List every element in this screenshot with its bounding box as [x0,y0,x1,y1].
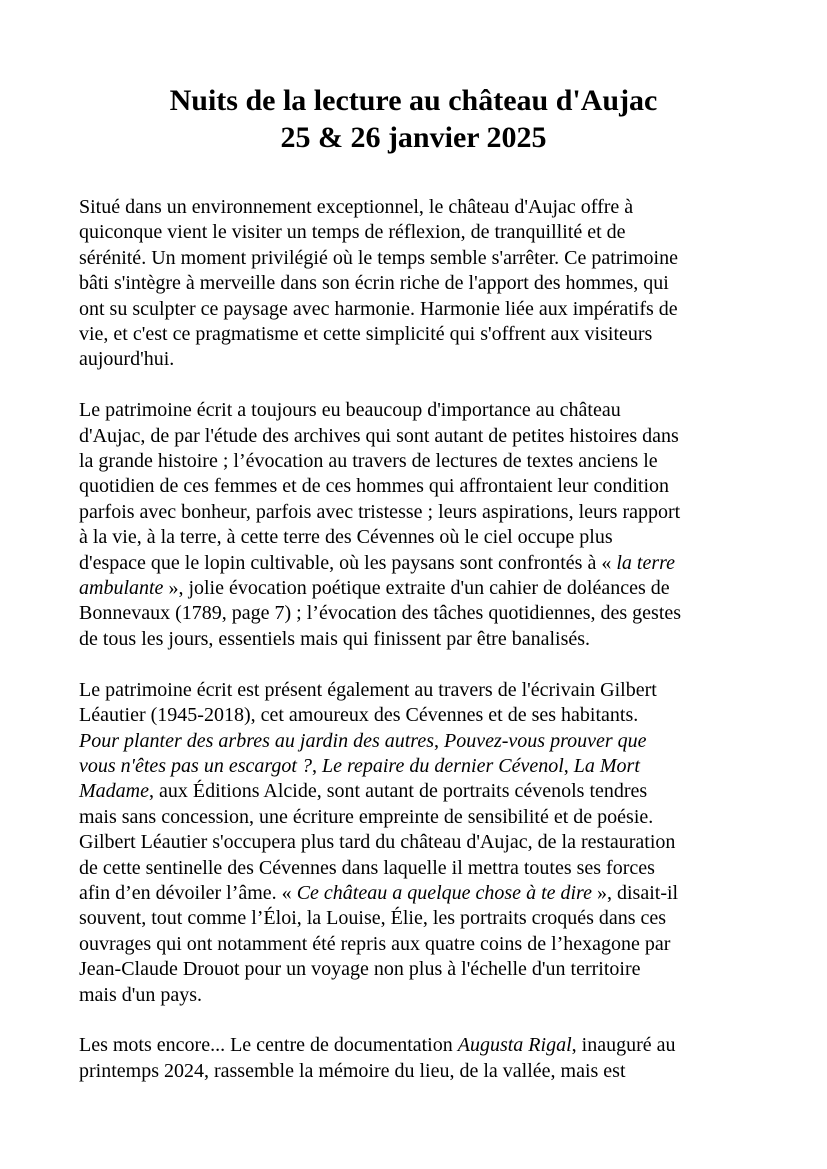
title-line-dates: 25 & 26 janvier 2025 [280,121,547,154]
text-segment: à la vie, à la terre, à cette terre des Cévennes où le ciel occupe plus [79,526,613,549]
text-segment: Le patrimoine écrit a toujours eu beaucoup d'importance au château [79,399,621,422]
italic-title-text: ambulante [79,577,164,600]
text-segment: , [311,754,322,777]
text-line [79,271,759,296]
italic-title-text: Pour planter des arbres au jardin des autres [79,729,434,752]
text-segment: Gilbert Léautier s'occupera plus tard du château d'Aujac, de la restauration [79,831,676,854]
text-segment: », disait-il [591,881,679,904]
italic-title-text: Ce château a quelque chose à te dire [296,881,592,904]
paragraph-1 [79,195,759,373]
text-line [79,678,759,703]
text-segment: Bonnevaux (1789, page 7) ; l’évocation des tâches quotidiennes, des gestes [79,602,682,625]
text-segment: mais d'un pays. [79,983,203,1006]
text-segment: Jean-Claude Drouot pour un voyage non plus à l'échelle d'un territoire [79,958,641,981]
text-line [79,601,759,626]
text-line [79,424,759,449]
document-body [79,195,759,1110]
text-segment: Le patrimoine écrit est présent également au travers de l'écrivain Gilbert [79,678,657,701]
text-segment: quotidien de ces femmes et de ces hommes qui affrontaient leur condition [79,475,670,498]
text-segment: printemps 2024, rassemble la mémoire du lieu, de la vallée, mais est [79,1059,626,1082]
text-line [79,627,759,652]
text-line [79,246,759,271]
text-segment: bâti s'intègre à merveille dans son écrin riche de l'apport des hommes, qui [79,272,669,295]
document-title [0,82,827,156]
text-segment: afin d’en dévoiler l’âme. « [79,881,297,904]
text-segment: Léautier (1945-2018), cet amoureux des Cévennes et de ses habitants. [79,704,639,727]
text-line [79,474,759,499]
italic-title-text: Madame [79,780,149,803]
text-segment: , inauguré au [571,1034,676,1057]
text-line [79,703,759,728]
text-line [79,347,759,372]
italic-title-text: La Mort [573,754,640,777]
text-segment: souvent, tout comme l’Éloi, la Louise, Élie, les portraits croqués dans ces [79,907,667,930]
paragraph-3 [79,678,759,1008]
text-segment: vie, et c'est ce pragmatisme et cette simplicité qui s'offrent aux visiteurs [79,323,653,346]
text-line [79,195,759,220]
text-segment: , [563,754,574,777]
text-segment: ont su sculpter ce paysage avec harmonie. Harmonie liée aux impératifs de [79,297,678,320]
text-segment: parfois avec bonheur, parfois avec tristesse ; leurs aspirations, leurs rapport [79,500,681,523]
text-segment: », jolie évocation poétique extraite d'un cahier de doléances de [163,577,670,600]
text-segment: de tous les jours, essentiels mais qui finissent par être banalisés. [79,627,591,650]
text-line [79,779,759,804]
text-segment: d'espace que le lopin cultivable, où les paysans sont confrontés à « [79,551,617,574]
text-segment: quiconque vient le visiter un temps de réflexion, de tranquillité et de [79,221,626,244]
paragraph-2 [79,398,759,652]
text-line [79,297,759,322]
text-segment: mais sans concession, une écriture empreinte de sensibilité et de poésie. [79,805,654,828]
text-line [79,576,759,601]
text-segment: , aux Éditions Alcide, sont autant de portraits cévenols tendres [148,780,648,803]
text-line [79,805,759,830]
text-line [79,1059,759,1084]
italic-title-text: Pouvez-vous prouver que [444,729,647,752]
text-line [79,322,759,347]
italic-title-text: Le repaire du dernier Cévenol [321,754,564,777]
title-line-event: Nuits de la lecture au château d'Aujac [169,84,658,117]
text-segment: , [434,729,444,752]
text-segment: Situé dans un environnement exceptionnel, le château d'Aujac offre à [79,196,634,218]
paragraph-4 [79,1033,759,1084]
text-line [79,220,759,245]
text-segment: de cette sentinelle des Cévennes dans laquelle il mettra toutes ses forces [79,856,655,879]
text-line [79,906,759,931]
text-segment: Les mots encore... Le centre de documentation [79,1034,458,1057]
text-segment: la grande histoire ; l’évocation au travers de lectures de textes anciens le [79,450,658,473]
text-line [79,881,759,906]
text-line [79,1033,759,1058]
text-segment: ouvrages qui ont notamment été repris aux quatre coins de l’hexagone par [79,932,671,955]
italic-title-text: vous n'êtes pas un escargot ? [79,754,312,777]
text-line [79,525,759,550]
text-line [79,983,759,1008]
text-segment: sérénité. Un moment privilégié où le temps semble s'arrêter. Ce patrimoine [79,246,678,269]
text-line [79,500,759,525]
text-line [79,449,759,474]
text-line [79,932,759,957]
text-line [79,957,759,982]
text-line [79,856,759,881]
text-line [79,729,759,754]
italic-title-text: la terre [616,551,676,574]
text-line [79,551,759,576]
text-line [79,830,759,855]
text-segment: aujourd'hui. [79,348,175,371]
text-line [79,754,759,779]
text-segment: d'Aujac, de par l'étude des archives qui sont autant de petites histoires dans [79,424,679,447]
italic-title-text: Augusta Rigal [457,1034,572,1057]
text-line [79,398,759,423]
